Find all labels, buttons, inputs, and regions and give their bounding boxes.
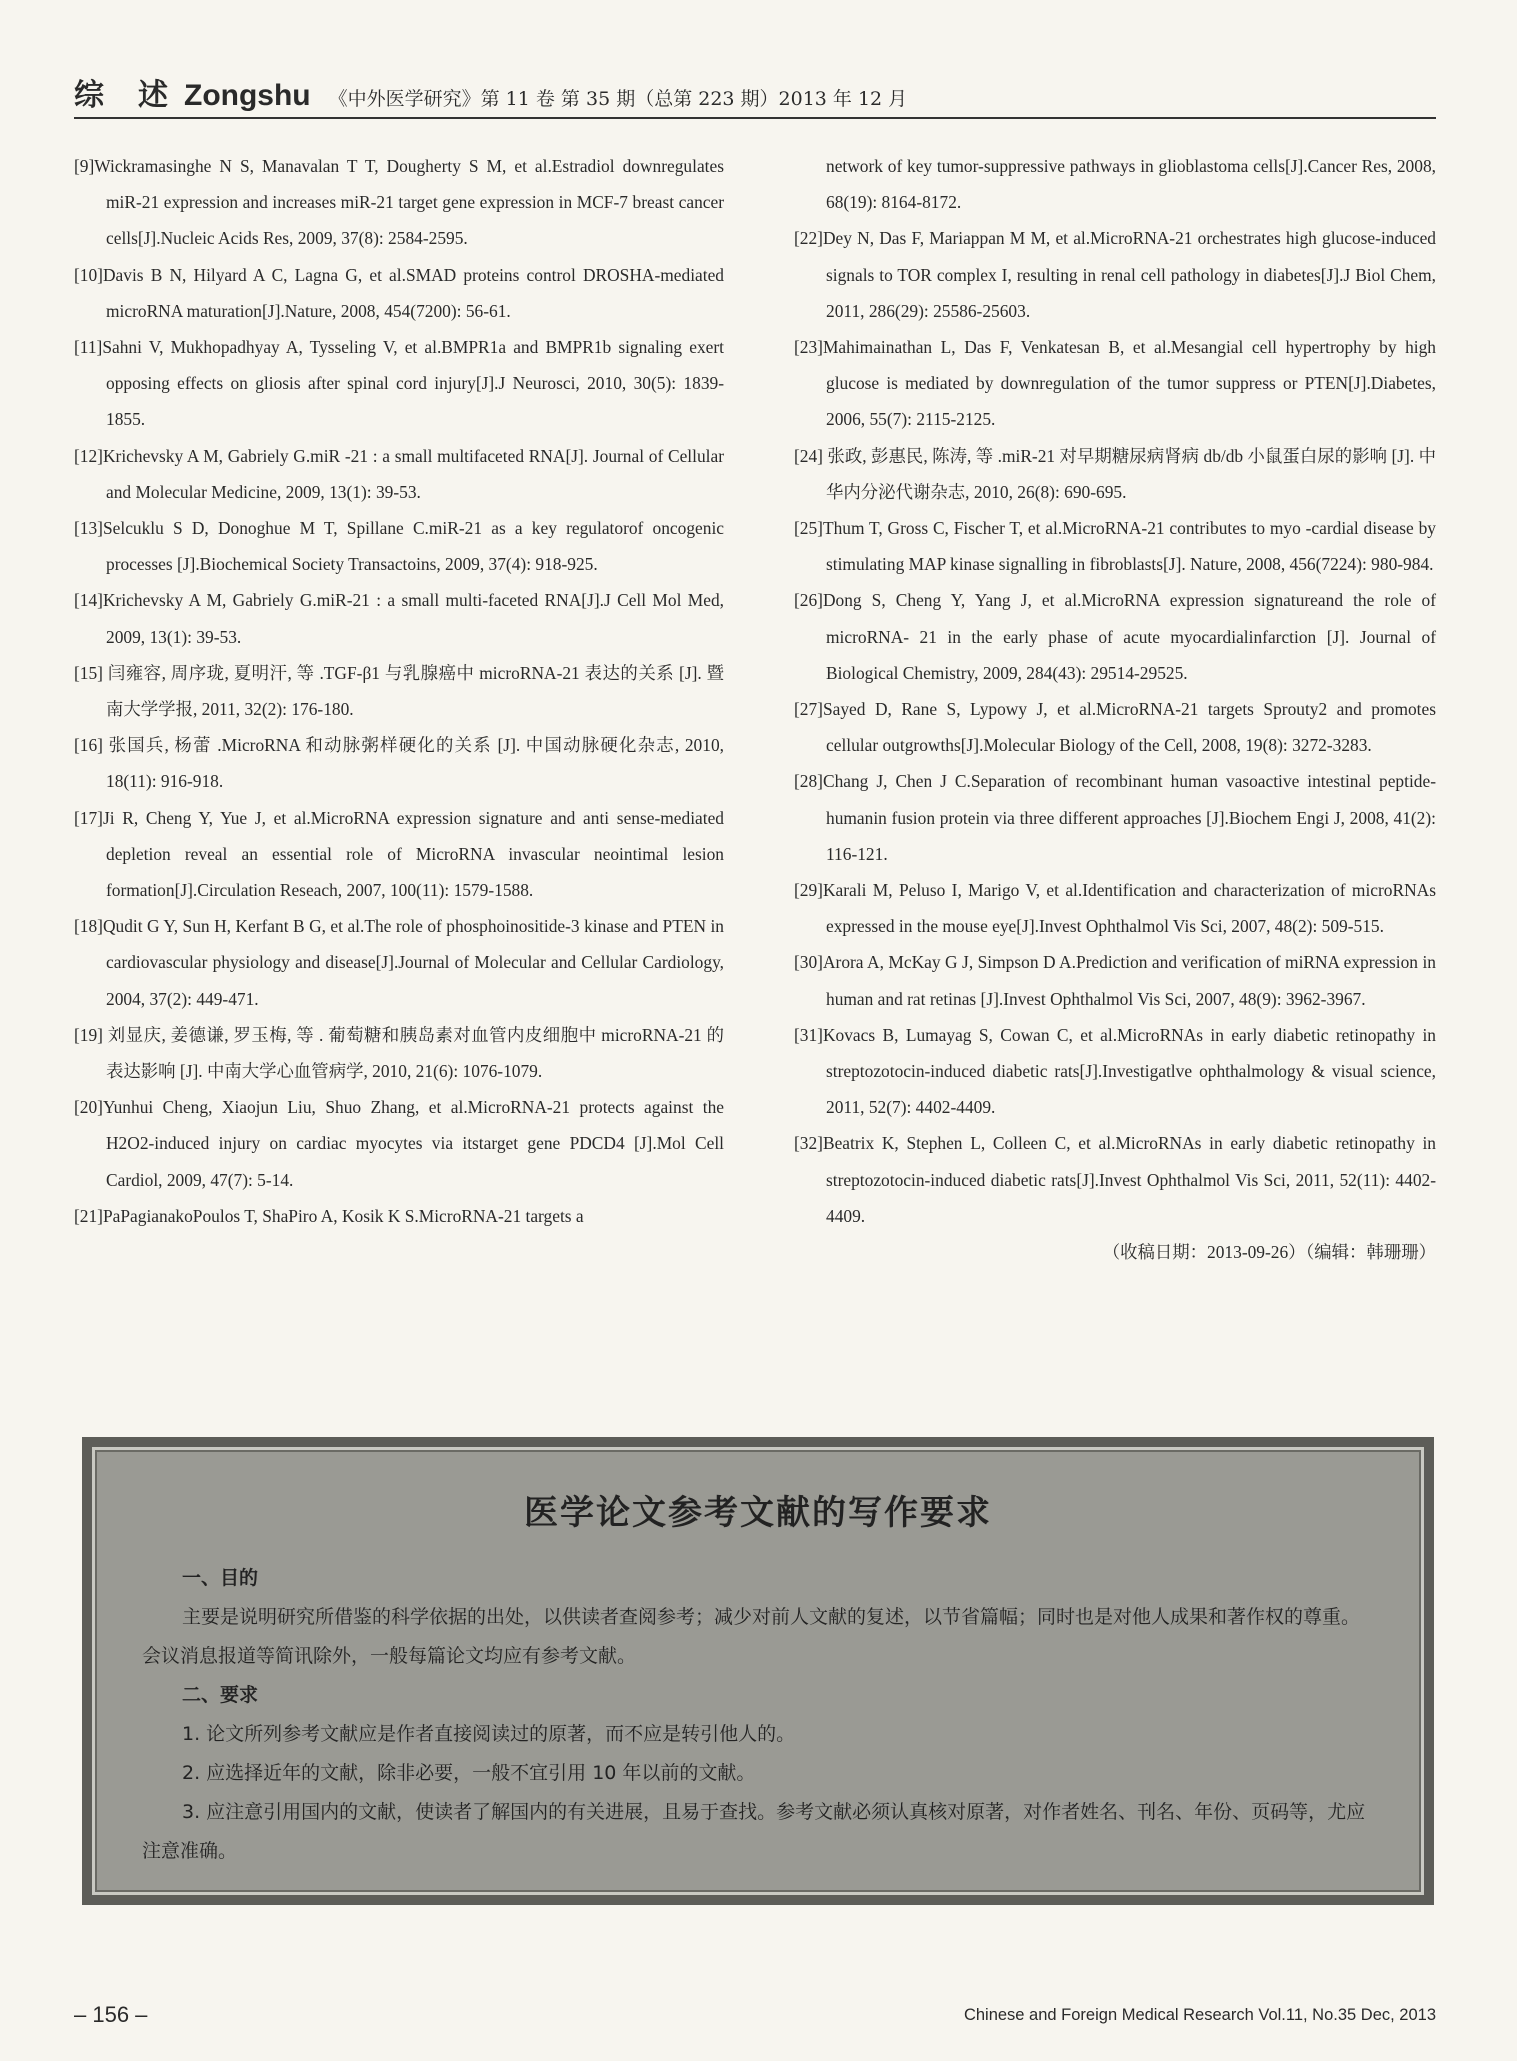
- reference-12: [12]Krichevsky A M, Gabriely G.miR -21 : a small multifaceted RNA[J]. Journal of Cellular and Molecular Medicine, 2009, 13(1): 39-53.: [74, 445, 724, 502]
- reference-15: [15] 闫雍容, 周序珑, 夏明汗, 等 .TGF-β1 与乳腺癌中 microRNA-21 表达的关系 [J]. 暨南大学学报, 2011, 32(2): 176-180.: [74, 662, 724, 720]
- section-name: 综 述: [74, 78, 170, 113]
- reference-22: [22]Dey N, Das F, Mariappan M M, et al.MicroRNA-21 orchestrates high glucose-induced signals to TOR complex I, resulting in renal cell pathology in diabetes[J].J Biol Chem, 2011, 286(29): 25586-25603.: [794, 228, 1436, 321]
- reference-31: [31]Kovacs B, Lumayag S, Cowan C, et al.MicroRNAs in early diabetic retinopathy in streptozotocin-induced diabetic rats[J].Investigatlve ophthalmology & visual science, 2011, 52(7): 4402-4409.: [794, 1024, 1436, 1118]
- reference-9: [9]Wickramasinghe N S, Manavalan T T, Dougherty S M, et al.Estradiol downregulates miR-21 expression and increases miR-21 target gene expression in MCF-7 breast cancer cells[J].Nucleic Acids Res, 2009, 37(8): 2584-2595.: [74, 156, 724, 249]
- page-header: [74, 70, 1434, 118]
- journal-issue: 《中外医学研究》第 11 卷 第 35 期（总第 223 期）2013 年 12 月: [328, 88, 908, 110]
- page-number: – 156 –: [74, 2002, 148, 2027]
- journal-name-en: Chinese and Foreign Medical Research Vol.11, No.35 Dec, 2013: [963, 2006, 1436, 2024]
- reference-19: [19] 刘显庆, 姜德谦, 罗玉梅, 等 . 葡萄糖和胰岛素对血管内皮细胞中 microRNA-21 的表达影响 [J]. 中南大学心血管病学, 2010, 21(6): 1076-1079.: [74, 1024, 724, 1082]
- received-date-note: （收稿日期：2013-09-26）（编辑：韩珊珊）: [1102, 1242, 1436, 1263]
- reference-14: [14]Krichevsky A M, Gabriely G.miR-21 : a small multi-faceted RNA[J].J Cell Mol Med, 2009, 13(1): 39-53.: [74, 590, 724, 647]
- notice-title: 医学论文参考文献的写作要求: [524, 1493, 992, 1533]
- reference-21: [21]PaPagianakoPoulos T, ShaPiro A, Kosik K S.MicroRNA-21 targets a: [74, 1205, 584, 1226]
- reference-13: [13]Selcuklu S D, Donoghue M T, Spillane C.miR-21 as a key regulatorof oncogenic processes [J].Biochemical Society Transactoins, 2009, 37(4): 918-925.: [74, 518, 724, 575]
- reference-10: [10]Davis B N, Hilyard A C, Lagna G, et al.SMAD proteins control DROSHA-mediated microRNA maturation[J].Nature, 2008, 454(7200): 56-61.: [74, 264, 724, 321]
- notice-item-3: 3. 应注意引用国内的文献，使读者了解国内的有关进展，且易于查找。参考文献必须认真核对原著，对作者姓名、刊名、年份、页码等，尤应注意准确。: [142, 1801, 1366, 1862]
- notice-section1-heading: 一、目的: [182, 1567, 259, 1589]
- notice-section1-text: 主要是说明研究所借鉴的科学依据的出处，以供读者查阅参考；减少对前人文献的复述，以节省篇幅；同时也是对他人成果和著作权的尊重。会议消息报道等简讯除外，一般每篇论文均应有参考文献。: [142, 1606, 1361, 1667]
- reference-20: [20]Yunhui Cheng, Xiaojun Liu, Shuo Zhang, et al.MicroRNA-21 protects against the H2O2-induced injury on cardiac myocytes via itstarget gene PDCD4 [J].Mol Cell Cardiol, 2009, 47(7): 5-14.: [74, 1097, 724, 1190]
- reference-30: [30]Arora A, McKay G J, Simpson D A.Prediction and verification of miRNA expression in human and rat retinas [J].Invest Ophthalmol Vis Sci, 2007, 48(9): 3962-3967.: [794, 952, 1436, 1009]
- reference-16: [16] 张国兵, 杨蕾 .MicroRNA 和动脉粥样硬化的关系 [J]. 中国动脉硬化杂志, 2010, 18(11): 916-918.: [74, 735, 724, 792]
- references-left-column: [74, 148, 724, 1234]
- reference-guidelines-box: [82, 1437, 1434, 1905]
- reference-11: [11]Sahni V, Mukhopadhyay A, Tysseling V, et al.BMPR1a and BMPR1b signaling exert opposing effects on gliosis after spinal cord injury[J].J Neurosci, 2010, 30(5): 1839-1855.: [74, 337, 724, 430]
- reference-28: [28]Chang J, Chen J C.Separation of recombinant human vasoactive intestinal peptide-humanin fusion protein via three different approaches [J].Biochem Engi J, 2008, 41(2): 116-121.: [794, 771, 1436, 864]
- reference-24: [24] 张政, 彭惠民, 陈涛, 等 .miR-21 对早期糖尿病肾病 db/db 小鼠蛋白尿的影响 [J]. 中华内分泌代谢杂志, 2010, 26(8): 690-695.: [794, 445, 1436, 502]
- notice-body: [142, 1559, 1378, 1871]
- notice-item-1: 1. 论文所列参考文献应是作者直接阅读过的原著，而不应是转引他人的。: [182, 1723, 796, 1745]
- reference-21-continued: network of key tumor-suppressive pathways in glioblastoma cells[J].Cancer Res, 2008, 68(19): 8164-8172.: [826, 156, 1436, 213]
- header-rule: [74, 117, 1436, 119]
- reference-17: [17]Ji R, Cheng Y, Yue J, et al.MicroRNA expression signature and anti sense-mediated depletion reveal an essential role of MicroRNA invascular neointimal lesion formation[J].Circulation Reseach, 2007, 100(11): 1579-1588.: [74, 807, 724, 901]
- section-name-latin: Zongshu: [184, 79, 311, 112]
- reference-26: [26]Dong S, Cheng Y, Yang J, et al.MicroRNA expression signatureand the role of microRNA- 21 in the early phase of acute myocardialinfarction [J]. Journal of Biological Chemistry, 2009, 284(43): 29514-29525.: [794, 590, 1436, 683]
- reference-25: [25]Thum T, Gross C, Fischer T, et al.MicroRNA-21 contributes to myo -cardial disease by stimulating MAP kinase signalling in fibroblasts[J]. Nature, 2008, 456(7224): 980-984.: [794, 518, 1436, 575]
- reference-32: [32]Beatrix K, Stephen L, Colleen C, et al.MicroRNAs in early diabetic retinopathy in streptozotocin-induced diabetic rats[J].Invest Ophthalmol Vis Sci, 2011, 52(11): 4402-4409.: [794, 1133, 1436, 1226]
- reference-29: [29]Karali M, Peluso I, Marigo V, et al.Identification and characterization of microRNAs expressed in the mouse eye[J].Invest Ophthalmol Vis Sci, 2007, 48(2): 509-515.: [794, 880, 1436, 937]
- references-right-column: [794, 148, 1436, 1270]
- notice-section2-heading: 二、要求: [182, 1684, 259, 1706]
- page-footer: [74, 2002, 1436, 2032]
- reference-18: [18]Qudit G Y, Sun H, Kerfant B G, et al.The role of phosphoinositide-3 kinase and PTEN in cardiovascular physiology and disease[J].Journal of Molecular and Cellular Cardiology, 2004, 37(2): 449-471.: [74, 916, 724, 1009]
- notice-item-2: 2. 应选择近年的文献，除非必要，一般不宜引用 10 年以前的文献。: [182, 1762, 756, 1784]
- reference-27: [27]Sayed D, Rane S, Lypowy J, et al.MicroRNA-21 targets Sprouty2 and promotes cellular outgrowths[J].Molecular Biology of the Cell, 2008, 19(8): 3272-3283.: [794, 699, 1436, 756]
- reference-23: [23]Mahimainathan L, Das F, Venkatesan B, et al.Mesangial cell hypertrophy by high glucose is mediated by downregulation of the tumor suppress or PTEN[J].Diabetes, 2006, 55(7): 2115-2125.: [794, 337, 1436, 430]
